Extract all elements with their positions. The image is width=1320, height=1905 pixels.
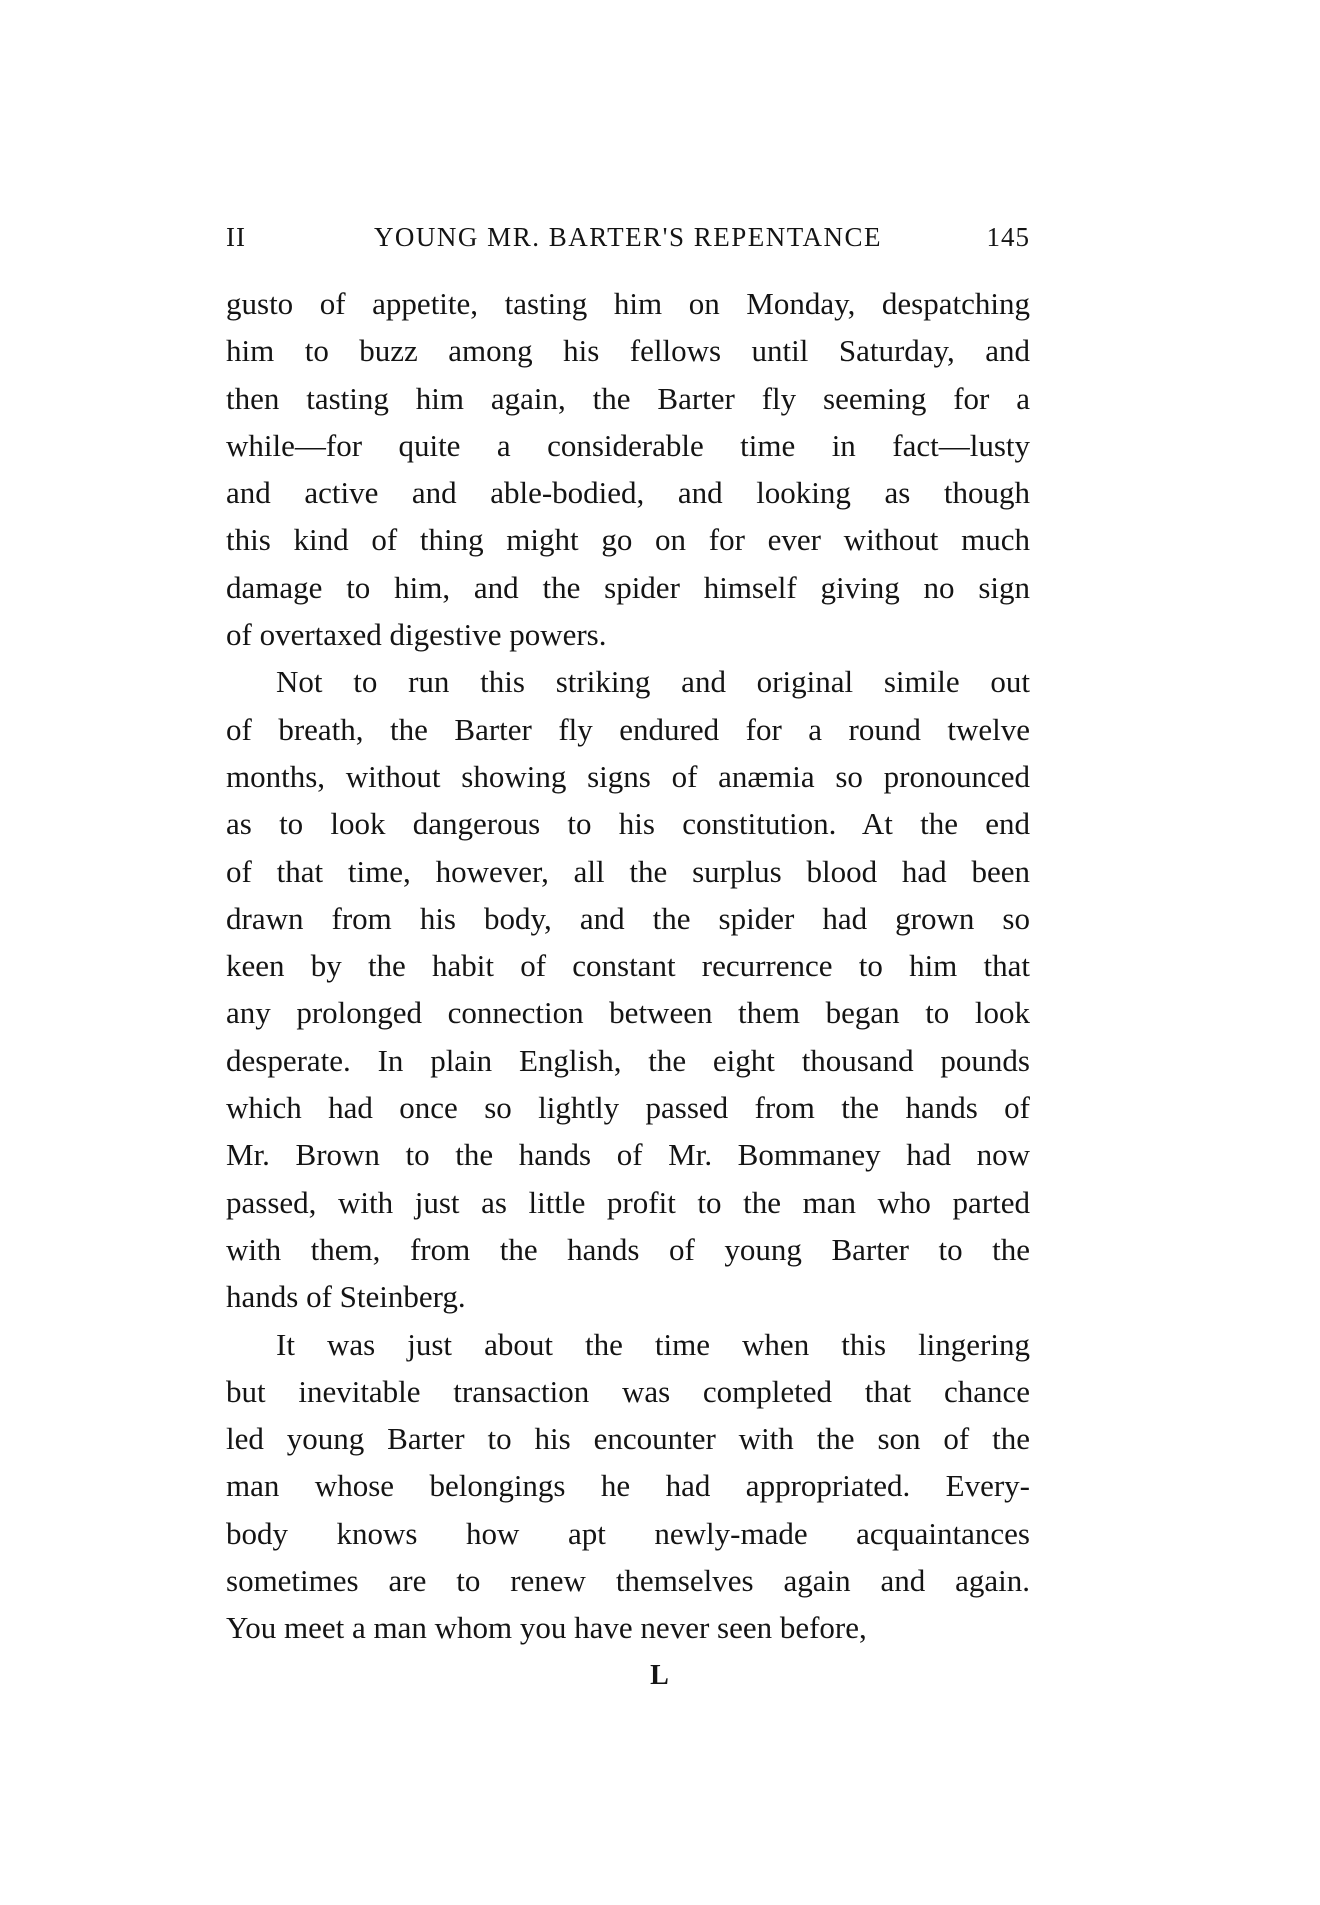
- section-number: II: [226, 222, 246, 252]
- text-line: hands of Steinberg.: [226, 1279, 466, 1315]
- text-line: of breath, the Barter fly endured for a round twelve: [226, 711, 1030, 747]
- text-line: while—for quite a considerable time in fact—lusty: [226, 427, 1030, 463]
- paragraph: [226, 280, 1030, 658]
- text-line: of overtaxed digestive powers.: [226, 617, 607, 653]
- text-line: Not to run this striking and original simile out: [276, 664, 1030, 700]
- running-title: YOUNG MR. BARTER'S REPENTANCE: [373, 222, 883, 252]
- text-line: gusto of appetite, tasting him on Monday, despatching: [226, 286, 1030, 321]
- text-line: led young Barter to his encounter with the son of the: [226, 1421, 1030, 1457]
- text-line: months, without showing signs of anæmia so pronounced: [226, 758, 1030, 794]
- text-line: body knows how apt newly-made acquaintances: [226, 1515, 1030, 1551]
- text-line: which had once so lightly passed from the hands of: [226, 1090, 1030, 1126]
- text-line: with them, from the hands of young Barter to the: [226, 1231, 1030, 1267]
- text-line: It was just about the time when this lingering: [276, 1326, 1030, 1362]
- signature-mark: L: [650, 1660, 670, 1691]
- running-header: [226, 222, 1030, 258]
- text-line: any prolonged connection between them began to look: [226, 995, 1030, 1031]
- text-line: keen by the habit of constant recurrence to him that: [226, 948, 1030, 984]
- text-line: passed, with just as little profit to the man who parted: [226, 1184, 1030, 1220]
- text-line: desperate. In plain English, the eight thousand pounds: [226, 1042, 1030, 1078]
- text-line: him to buzz among his fellows until Saturday, and: [226, 333, 1030, 369]
- text-line: but inevitable transaction was completed that chance: [226, 1373, 1030, 1409]
- paragraph: [226, 658, 1030, 1320]
- text-line: damage to him, and the spider himself giving no sign: [226, 569, 1030, 605]
- text-line: You meet a man whom you have never seen before,: [226, 1610, 867, 1646]
- paragraph: [226, 1321, 1030, 1652]
- text-line: this kind of thing might go on for ever without much: [226, 522, 1030, 558]
- text-line: man whose belongings he had appropriated. Every-: [226, 1468, 1030, 1504]
- text-line: Mr. Brown to the hands of Mr. Bommaney had now: [226, 1137, 1030, 1173]
- body-text: [226, 280, 1030, 1652]
- text-line: sometimes are to renew themselves again and again.: [226, 1563, 1030, 1599]
- page-number: 145: [986, 222, 1030, 252]
- text-line: of that time, however, all the surplus blood had been: [226, 853, 1030, 889]
- text-line: as to look dangerous to his constitution. At the end: [226, 806, 1030, 842]
- text-line: then tasting him again, the Barter fly seeming for a: [226, 380, 1030, 416]
- text-line: drawn from his body, and the spider had grown so: [226, 900, 1030, 936]
- text-line: and active and able-bodied, and looking as though: [226, 475, 1030, 511]
